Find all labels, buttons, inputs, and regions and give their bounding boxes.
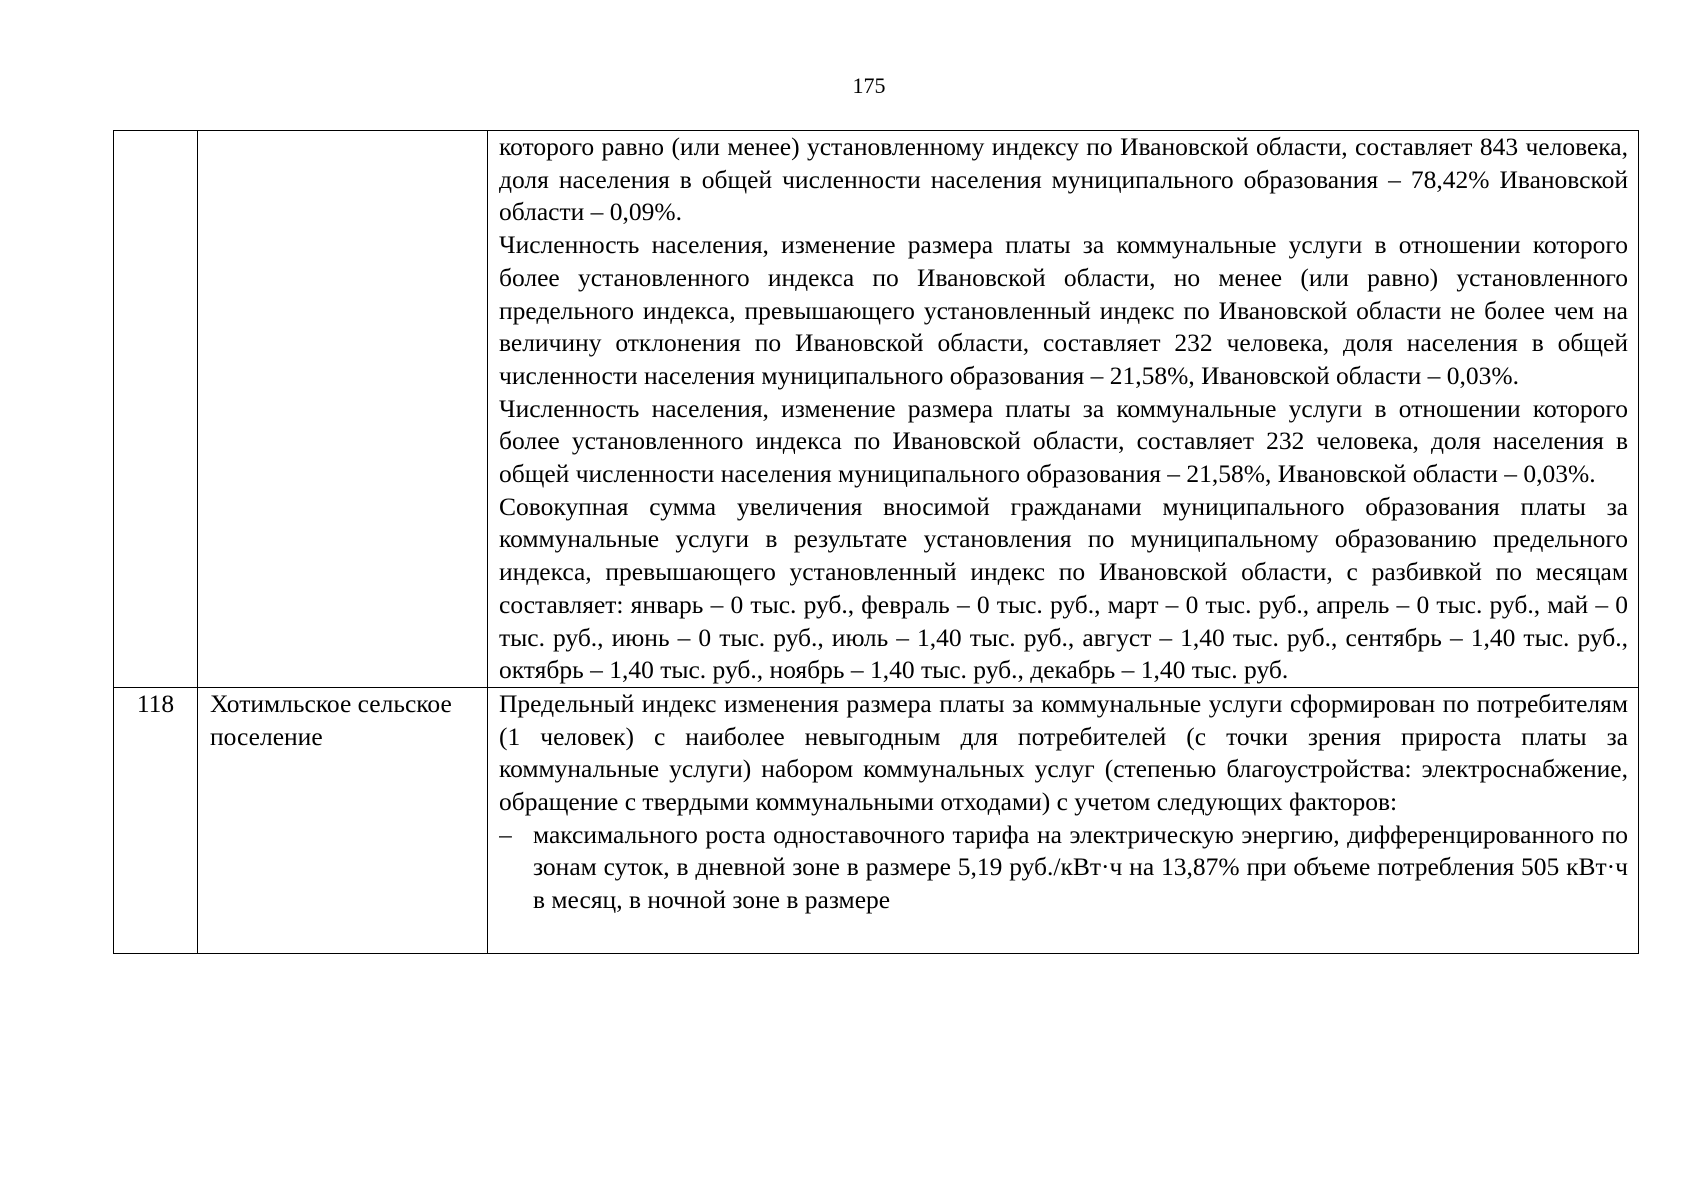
description-cell (488, 687, 1639, 953)
municipality-name-cell: Хотимльское сельское поселение (198, 687, 488, 953)
paragraph: Численность населения, изменение размера платы за коммунальные услуги в отношении которого более установленного индекса по Ивановской области, но менее (или равно) установленного предельного индекса, превышающего установленный индекс по Ивановской области не более чем на величину отклонения по Ивановской области, составляет 232 человека, доля населения в общей численности населения муниципального образования – 21,58%, Ивановской области – 0,03%. (499, 230, 1628, 390)
description-cell (488, 131, 1639, 688)
paragraph: Совокупная сумма увеличения вносимой гражданами муниципального образования платы за коммунальные услуги в результате установления по муниципальному образованию предельного индекса, превышающего установленный индекс по Ивановской области, с разбивкой по месяцам составляет: январь – 0 тыс. руб., февраль – 0 тыс. руб., март – 0 тыс. руб., апрель – 0 тыс. руб., май – 0 тыс. руб., июнь – 0 тыс. руб., июль – 1,40 тыс. руб., август – 1,40 тыс. руб., сентябрь – 1,40 тыс. руб., октябрь – 1,40 тыс. руб., ноябрь – 1,40 тыс. руб., декабрь – 1,40 тыс. руб. (499, 491, 1628, 685)
municipal-index-table (113, 130, 1639, 954)
paragraph: которого равно (или менее) установленному индексу по Ивановской области, составляет 843 человека, доля населения в общей численности населения муниципального образования – 78,42% Ивановской области – 0,09%. (499, 132, 1628, 227)
row-number-cell (114, 131, 198, 688)
paragraph: Численность населения, изменение размера платы за коммунальные услуги в отношении которого более установленного индекса по Ивановской области, составляет 232 человека, доля населения в общей численности населения муниципального образования – 21,58%, Ивановской области – 0,03%. (499, 393, 1628, 489)
row-number-cell: 118 (114, 687, 198, 953)
list-item-text: максимального роста одноставочного тарифа на электрическую энергию, дифференцированного по зонам суток, в дневной зоне в размере 5,19 руб./кВт·ч на 13,87% при объеме потребления 505 кВт·ч в месяц, в ночной зоне в размере (533, 819, 1628, 915)
list-dash: – (499, 819, 512, 849)
page-number: 175 (852, 73, 886, 98)
table-row (114, 687, 1639, 953)
list-item (499, 819, 1628, 917)
municipality-name-cell (198, 131, 488, 688)
description-content (499, 688, 1628, 953)
table-row (114, 131, 1639, 688)
paragraph: Предельный индекс изменения размера платы за коммунальные услуги сформирован по потребителям (1 человек) с наиболее невыгодным для потребителей (с точки зрения прироста платы за коммунальные услуги) набором коммунальных услуг (степенью благоустройства: электроснабжение, обращение с твердыми коммунальными отходами) с учетом следующих факторов: (499, 688, 1628, 817)
